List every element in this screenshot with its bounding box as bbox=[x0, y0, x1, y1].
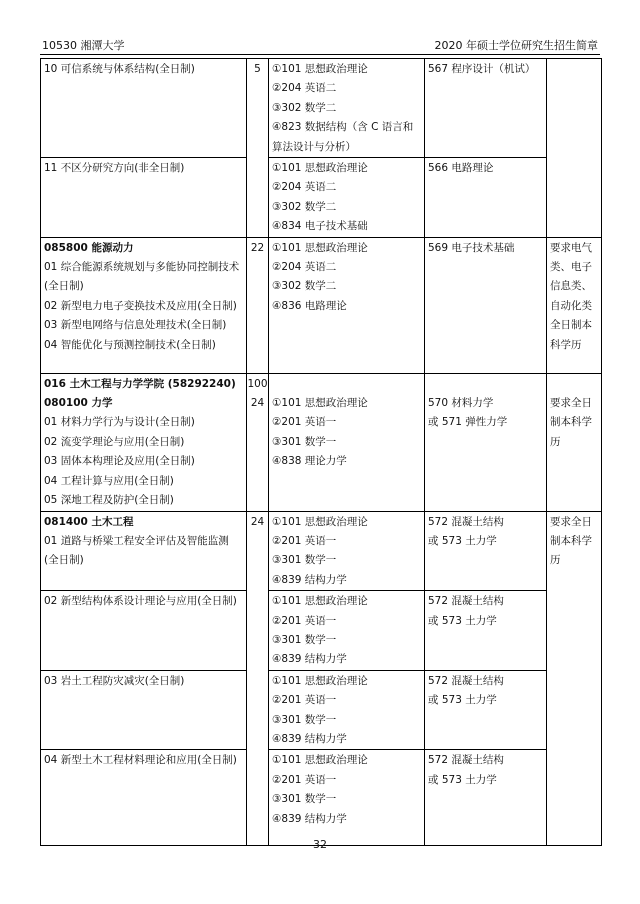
table-row bbox=[41, 158, 602, 238]
exam-line: ④839 结构力学 bbox=[272, 812, 347, 825]
direction-line: 03 固体本构理论及应用(全日制) bbox=[44, 455, 195, 468]
retest-line: 566 电路理论 bbox=[428, 162, 494, 175]
direction-line: 11 不区分研究方向(非全日制) bbox=[44, 162, 185, 175]
exam-line: ②204 英语二 bbox=[272, 181, 337, 194]
retest-cell bbox=[425, 511, 547, 591]
retest-line: 570 材料力学 bbox=[428, 397, 494, 410]
exam-line: ③301 数学一 bbox=[272, 554, 337, 567]
exam-line: ④834 电子技术基础 bbox=[272, 220, 368, 233]
major-cell bbox=[41, 373, 247, 511]
table-row bbox=[41, 591, 602, 671]
exam-cell bbox=[269, 750, 425, 846]
retest-cell bbox=[425, 750, 547, 846]
major-title: 080100 力学 bbox=[44, 397, 113, 410]
enrollment-count: 100 bbox=[247, 377, 268, 390]
retest-line: 572 混凝土结构 bbox=[428, 674, 504, 687]
direction-line: 03 岩土工程防灾减灾(全日制) bbox=[44, 674, 185, 687]
exam-line: ③301 数学一 bbox=[272, 633, 337, 646]
exam-line: ①101 思想政治理论 bbox=[272, 63, 368, 75]
direction-line: 02 新型结构体系设计理论与应用(全日制) bbox=[44, 595, 237, 608]
exam-line: ④838 理论力学 bbox=[272, 455, 347, 468]
table-row bbox=[41, 59, 602, 158]
enrollment-count: 22 bbox=[250, 241, 265, 254]
page-number: 32 bbox=[313, 838, 327, 851]
enrollment-count: 24 bbox=[250, 397, 265, 410]
retest-line: 或 573 土力学 bbox=[428, 694, 497, 707]
exam-line: ③301 数学一 bbox=[272, 793, 337, 806]
retest-cell bbox=[425, 59, 547, 158]
direction-line: 02 流变学理论与应用(全日制) bbox=[44, 435, 185, 448]
enrollment-count: 5 bbox=[254, 63, 261, 75]
direction-line: 04 工程计算与应用(全日制) bbox=[44, 474, 174, 487]
exam-line: ②201 英语一 bbox=[272, 694, 337, 707]
retest-cell bbox=[425, 591, 547, 671]
count-cell bbox=[247, 373, 269, 511]
direction-line: 01 综合能源系统规划与多能协同控制技术(全日制) bbox=[44, 261, 240, 293]
school-title: 016 土木工程与力学学院 (58292240) bbox=[44, 377, 236, 390]
major-cell bbox=[41, 750, 247, 846]
direction-line: 02 新型电力电子变换技术及应用(全日制) bbox=[44, 299, 237, 312]
retest-line: 572 混凝土结构 bbox=[428, 515, 504, 528]
major-cell bbox=[41, 158, 247, 238]
retest-cell bbox=[425, 158, 547, 238]
exam-line: ①101 思想政治理论 bbox=[272, 754, 368, 767]
exam-line: ①101 思想政治理论 bbox=[272, 397, 368, 410]
enrollment-count: 24 bbox=[250, 515, 265, 528]
exam-line: ②201 英语一 bbox=[272, 416, 337, 429]
direction-line: 01 道路与桥梁工程安全评估及智能监测(全日制) bbox=[44, 534, 229, 567]
exam-line: ②201 英语一 bbox=[272, 534, 337, 547]
exam-line: ①101 思想政治理论 bbox=[272, 162, 368, 175]
retest-line: 或 573 土力学 bbox=[428, 534, 497, 547]
note-cell bbox=[547, 59, 602, 238]
exam-line: ②201 英语一 bbox=[272, 773, 337, 786]
retest-line: 569 电子技术基础 bbox=[428, 241, 515, 254]
exam-cell bbox=[269, 237, 425, 373]
exam-line: ②204 英语二 bbox=[272, 82, 337, 95]
exam-cell bbox=[269, 59, 425, 158]
major-cell bbox=[41, 59, 247, 158]
retest-line: 572 混凝土结构 bbox=[428, 754, 504, 767]
exam-line: ④839 结构力学 bbox=[272, 653, 347, 666]
exam-line: ④823 数据结构（含 C 语言和算法设计与分析） bbox=[272, 121, 414, 153]
exam-line: ④839 结构力学 bbox=[272, 573, 347, 586]
count-cell bbox=[247, 59, 269, 238]
note-text: 要求电气类、电子信息类、自动化类全日制本科学历 bbox=[550, 241, 592, 351]
exam-line: ③302 数学二 bbox=[272, 280, 337, 293]
retest-line: 或 571 弹性力学 bbox=[428, 416, 508, 429]
exam-line: ①101 思想政治理论 bbox=[272, 515, 368, 528]
direction-line: 04 智能优化与预测控制技术(全日制) bbox=[44, 338, 216, 351]
retest-cell bbox=[425, 670, 547, 750]
admissions-table bbox=[40, 58, 602, 846]
major-cell bbox=[41, 237, 247, 373]
exam-line: ①101 思想政治理论 bbox=[272, 241, 368, 254]
table-row bbox=[41, 373, 602, 511]
exam-line: ④836 电路理论 bbox=[272, 299, 347, 312]
retest-line: 或 573 土力学 bbox=[428, 614, 497, 627]
table-row bbox=[41, 237, 602, 373]
exam-line: ②201 英语一 bbox=[272, 614, 337, 627]
note-text: 要求全日制本科学历 bbox=[550, 397, 592, 448]
count-cell bbox=[247, 237, 269, 373]
table-row bbox=[41, 670, 602, 750]
direction-line: 03 新型电网络与信息处理技术(全日制) bbox=[44, 319, 227, 332]
header-title: 2020 年硕士学位研究生招生简章 bbox=[434, 39, 598, 52]
retest-cell bbox=[425, 237, 547, 373]
retest-line: 572 混凝土结构 bbox=[428, 595, 504, 608]
note-cell bbox=[547, 237, 602, 373]
major-cell bbox=[41, 670, 247, 750]
exam-line: ①101 思想政治理论 bbox=[272, 674, 368, 687]
note-cell bbox=[547, 511, 602, 846]
note-text: 要求全日制本科学历 bbox=[550, 515, 592, 567]
direction-line: 10 可信系统与体系结构(全日制) bbox=[44, 63, 195, 75]
exam-cell bbox=[269, 373, 425, 511]
exam-cell bbox=[269, 670, 425, 750]
exam-line: ②204 英语二 bbox=[272, 261, 337, 274]
exam-line: ③301 数学一 bbox=[272, 435, 337, 448]
table-row bbox=[41, 750, 602, 846]
exam-cell bbox=[269, 511, 425, 591]
major-title: 081400 土木工程 bbox=[44, 515, 134, 528]
direction-line: 04 新型土木工程材料理论和应用(全日制) bbox=[44, 754, 237, 767]
exam-line: ③302 数学二 bbox=[272, 200, 337, 213]
header-rule bbox=[40, 54, 600, 55]
count-cell bbox=[247, 511, 269, 846]
major-title: 085800 能源动力 bbox=[44, 241, 134, 254]
table-row bbox=[41, 511, 602, 591]
retest-line: 567 程序设计（机试） bbox=[428, 63, 536, 75]
exam-cell bbox=[269, 591, 425, 671]
note-cell bbox=[547, 373, 602, 511]
exam-line: ③302 数学二 bbox=[272, 101, 337, 114]
exam-line: ④839 结构力学 bbox=[272, 732, 347, 745]
exam-line: ③301 数学一 bbox=[272, 713, 337, 726]
retest-line: 或 573 土力学 bbox=[428, 773, 497, 786]
retest-cell bbox=[425, 373, 547, 511]
major-cell bbox=[41, 591, 247, 671]
exam-line: ①101 思想政治理论 bbox=[272, 595, 368, 608]
direction-line: 05 深地工程及防护(全日制) bbox=[44, 494, 174, 507]
major-cell bbox=[41, 511, 247, 591]
direction-line: 01 材料力学行为与设计(全日制) bbox=[44, 416, 195, 429]
header-school: 10530 湘潭大学 bbox=[42, 39, 125, 52]
exam-cell bbox=[269, 158, 425, 238]
